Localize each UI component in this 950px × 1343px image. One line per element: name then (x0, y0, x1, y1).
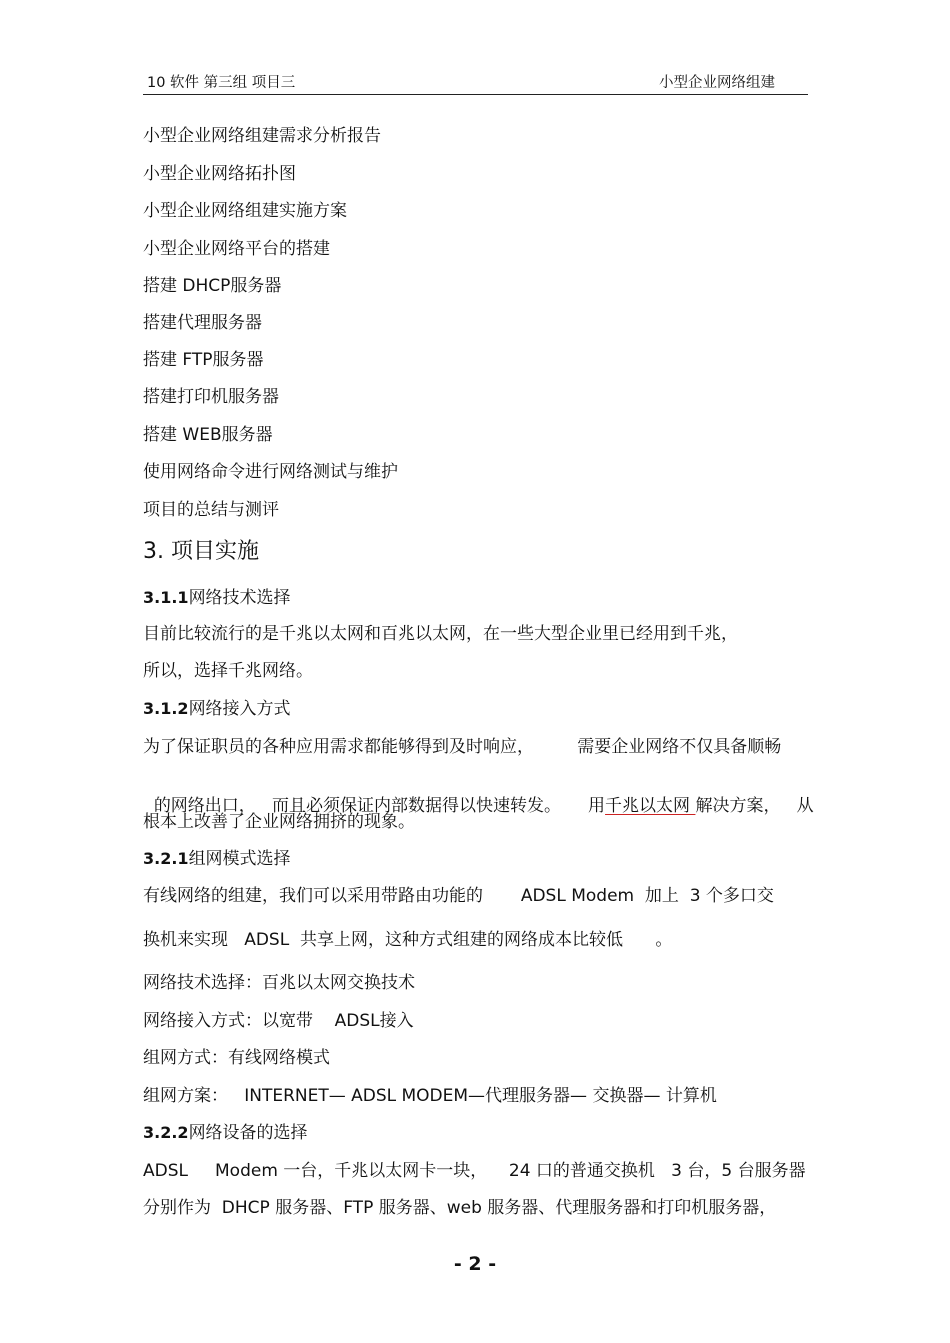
subsection-heading (143, 698, 291, 720)
toc-item: 项目的总结与测评 (143, 500, 279, 520)
section-heading: 3. 项目实施 (143, 539, 259, 564)
toc-item: 使用网络命令进行网络测试与维护 (143, 462, 398, 482)
paragraph-text: 的网络出口， 而且必须保证内部数据得以快速转发。 用 (153, 796, 606, 816)
toc-item: 搭建 DHCP服务器 (143, 276, 282, 296)
subsection-number: 3.1.1 (143, 588, 189, 607)
paragraph-line: 根本上改善了企业网络拥挤的现象。 (143, 812, 415, 832)
toc-item: 搭建打印机服务器 (143, 387, 279, 407)
paragraph-line: 目前比较流行的是千兆以太网和百兆以太网，在一些大型企业里已经用到千兆， (143, 624, 738, 644)
toc-item: 小型企业网络组建实施方案 (143, 201, 347, 221)
toc-item: 小型企业网络平台的搭建 (143, 239, 330, 259)
subsection-title: 网络设备的选择 (188, 1123, 308, 1143)
subsection-title: 网络接入方式 (188, 699, 291, 719)
toc-item: 搭建 WEB服务器 (143, 425, 273, 445)
paragraph-line: 网络技术选择：百兆以太网交换技术 (143, 973, 415, 993)
paragraph-text: 解决方案， 从 (695, 796, 814, 816)
subsection-title: 组网模式选择 (188, 849, 291, 869)
paragraph-line: ADSL Modem 一台，千兆以太网卡一块， 24 口的普通交换机 3 台，5 台服务器 (143, 1161, 806, 1181)
paragraph-line: 网络接入方式：以宽带 ADSL接入 (143, 1011, 414, 1031)
header-left-text: 10 软件 第三组 项目三 (147, 75, 296, 91)
subsection-heading (143, 848, 291, 870)
paragraph-line: 所以，选择千兆网络。 (143, 661, 313, 681)
subsection-heading (143, 587, 291, 609)
paragraph-line: 为了保证职员的各种应用需求都能够得到及时响应， 需要企业网络不仅具备顺畅 (143, 737, 782, 757)
toc-item: 小型企业网络组建需求分析报告 (143, 126, 381, 146)
toc-item: 搭建 FTP服务器 (143, 350, 264, 370)
paragraph-line: 换机来实现 ADSL 共享上网，这种方式组建的网络成本比较低 。 (143, 930, 673, 950)
subsection-number: 3.2.1 (143, 849, 189, 868)
spellcheck-underlined-text: 千兆以太网 (605, 796, 696, 816)
paragraph-line: 有线网络的组建，我们可以采用带路由功能的 ADSL Modem 加上 3 个多口交 (143, 886, 774, 906)
page-header (143, 70, 808, 95)
paragraph-line: 分别作为 DHCP 服务器、FTP 服务器、web 服务器、代理服务器和打印机服务器， (143, 1198, 777, 1218)
toc-item: 搭建代理服务器 (143, 313, 262, 333)
paragraph-line: 组网方案： INTERNET— ADSL MODEM—代理服务器— 交换器— 计算机 (143, 1086, 717, 1106)
paragraph-line: 组网方式：有线网络模式 (143, 1048, 330, 1068)
header-right-text: 小型企业网络组建 (659, 75, 775, 91)
page-number: - 2 - (453, 1253, 497, 1275)
subsection-number: 3.2.2 (143, 1123, 189, 1142)
subsection-heading (143, 1122, 308, 1144)
toc-item: 小型企业网络拓扑图 (143, 164, 296, 184)
subsection-title: 网络技术选择 (188, 588, 291, 608)
subsection-number: 3.1.2 (143, 699, 189, 718)
